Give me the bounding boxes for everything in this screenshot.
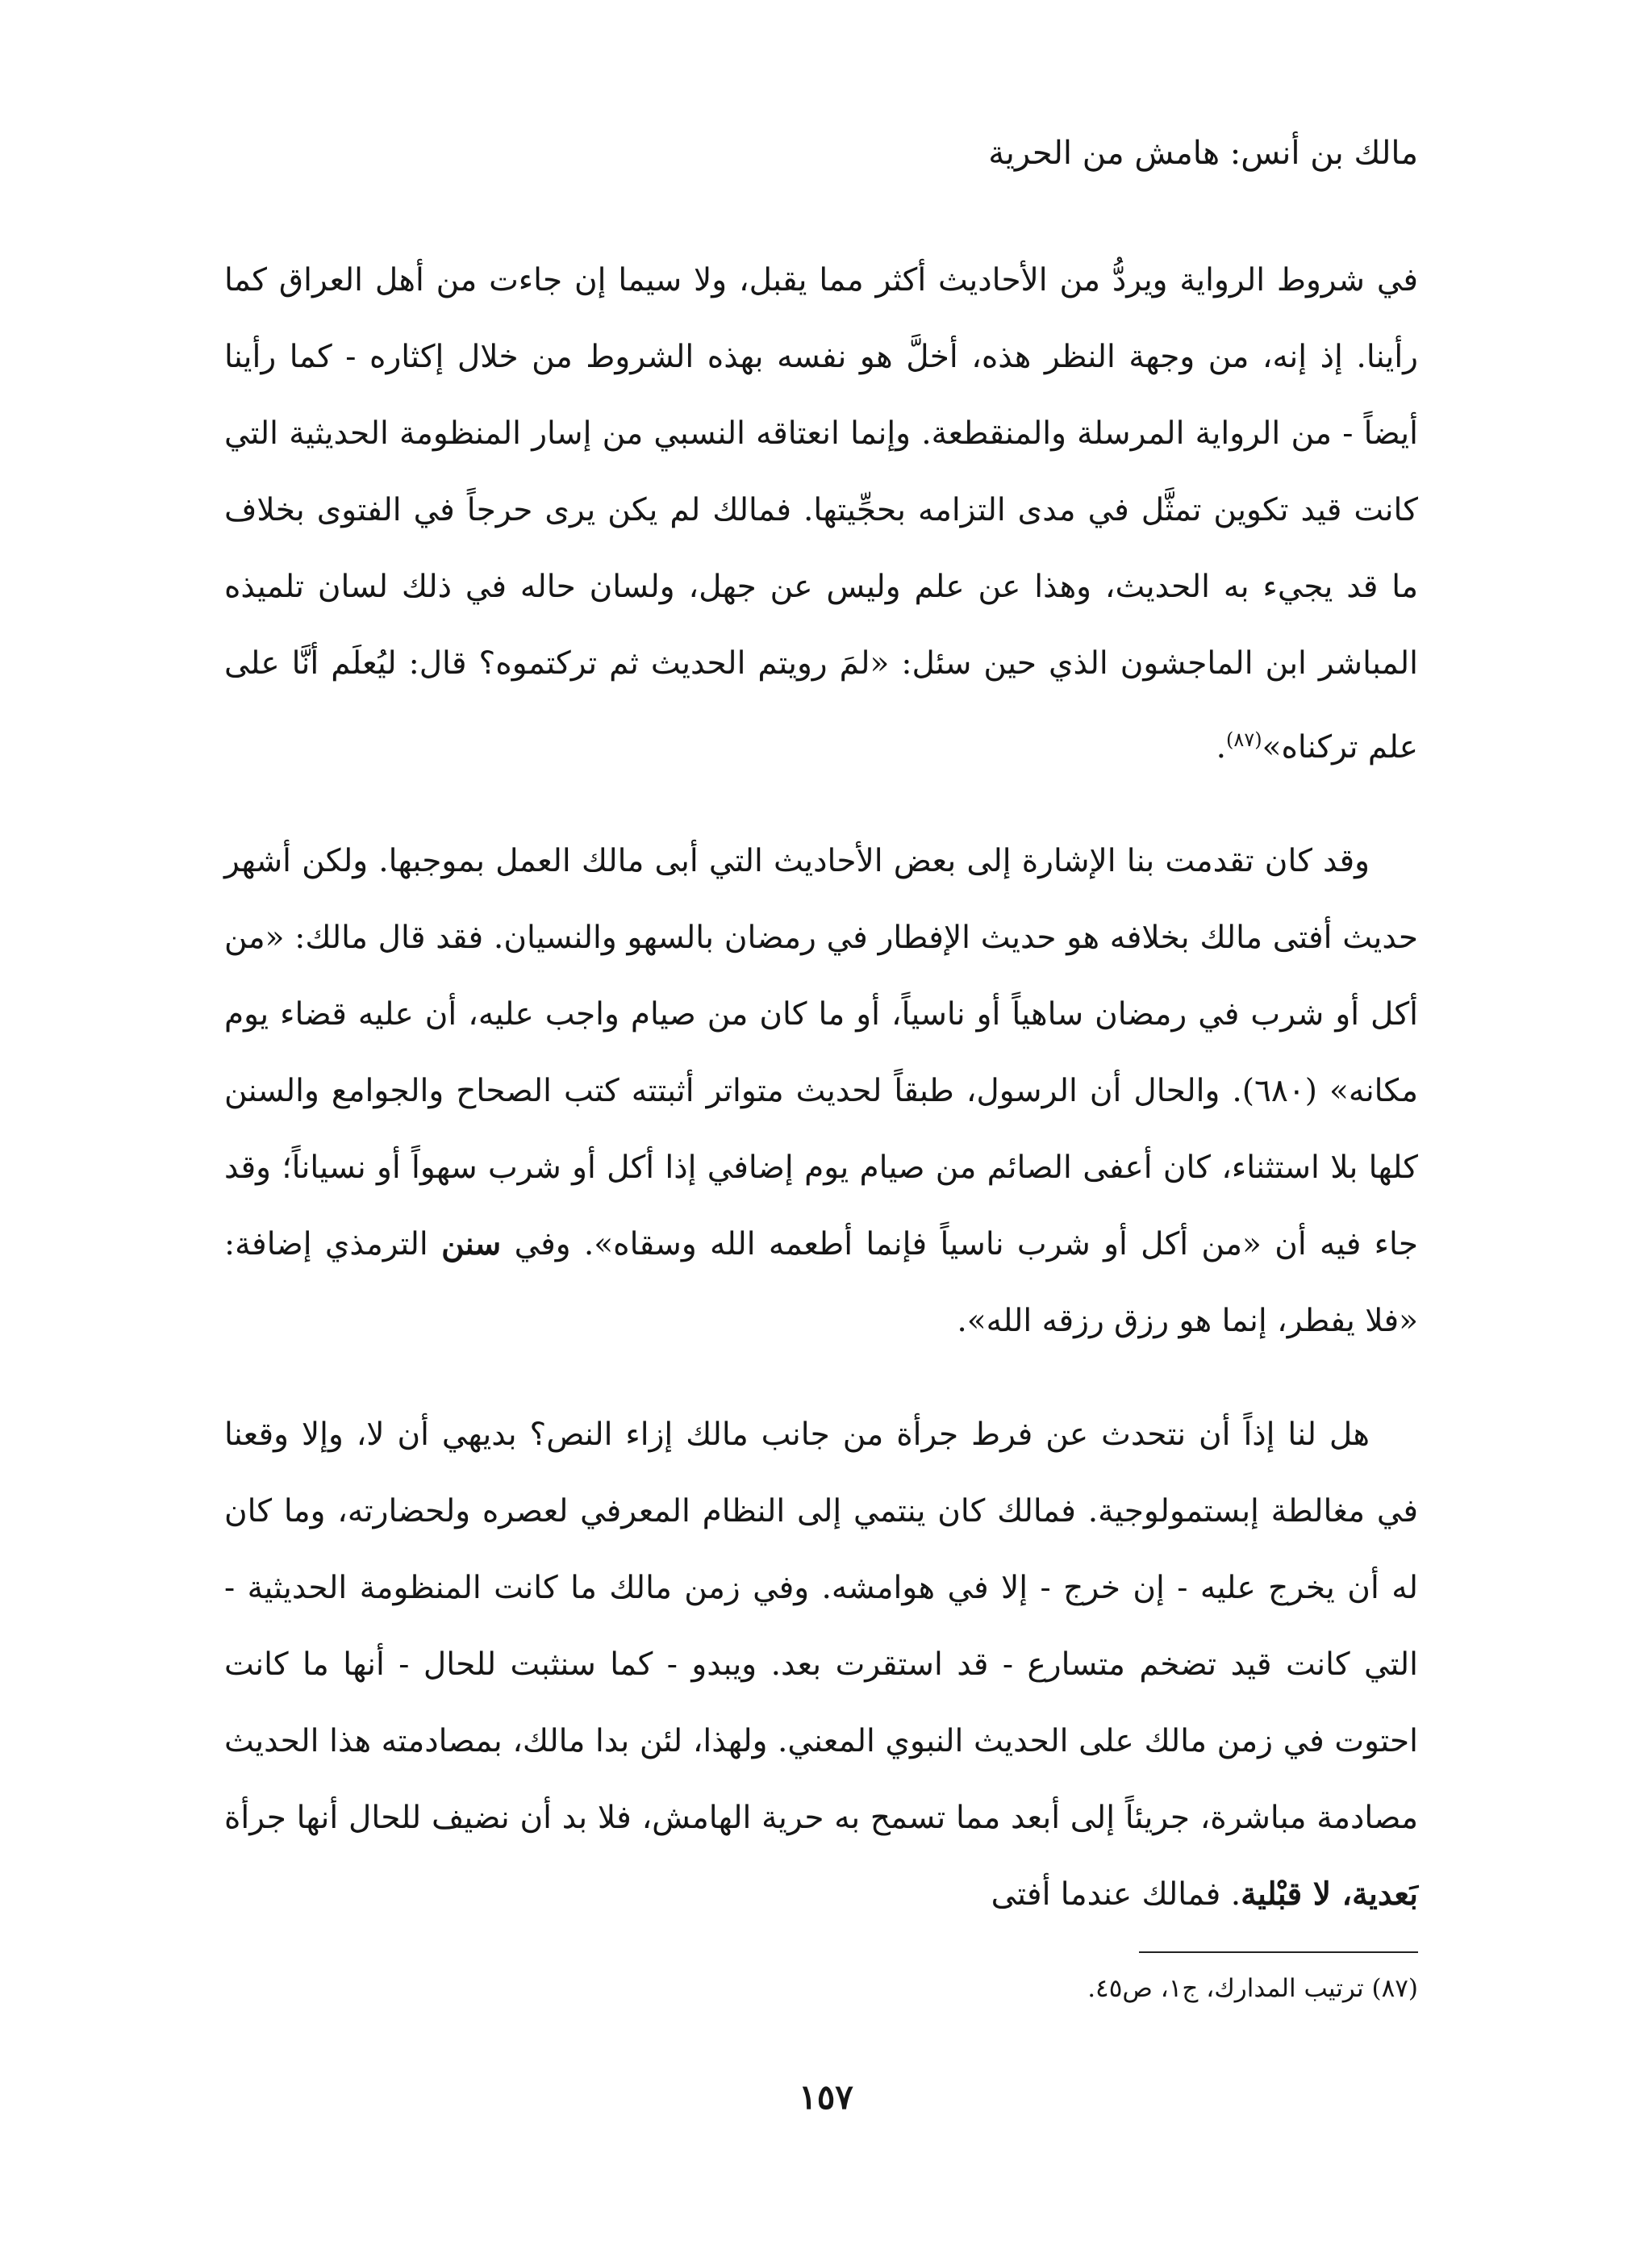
footnote-reference: (٨٧) bbox=[1226, 728, 1262, 751]
paragraph-2-text: وقد كان تقدمت بنا الإشارة إلى بعض الأحاديث التي أبى مالك العمل بموجبها. ولكن أشهر حديث أفتى مالك بخلافه هو حديث الإفطار في رمضان بالسهو والنسيان. فقد قال مالك: «من أكل أو شرب في رمضان ساهياً أو ناسياً، أو ما كان من صيام واجب عليه، أن عليه قضاء يوم مكانه» (٦٨٠). والحال أن الرسول، طبقاً لحديث متواتر أثبتته كتب الصحاح والجوامع والسنن كلها بلا استثناء، كان أعفى الصائم من صيام يوم إضافي إذا أكل أو شرب سهواً أو نسياناً؛ وقد جاء فيه أن «من أكل أو شرب ناسياً فإنما أطعمه الله وسقاه». وفي bbox=[224, 843, 1418, 1262]
body-text bbox=[224, 242, 1418, 1970]
paragraph-3 bbox=[224, 1396, 1418, 1933]
paragraph-2-end: الترمذي إضافة: «فلا يفطر، إنما هو رزق رزقه الله». bbox=[224, 1226, 1418, 1339]
paragraph-1-text: في شروط الرواية ويردُّ من الأحاديث أكثر مما يقبل، ولا سيما إن جاءت من أهل العراق كما رأينا. إذ إنه، من وجهة النظر هذه، أخلَّ هو نفسه بهذه الشروط من خلال إكثاره - كما رأينا أيضاً - من الرواية المرسلة والمنقطعة. وإنما انعتاقه النسبي من إسار المنظومة الحديثية التي كانت قيد تكوين تمثَّل في مدى التزامه بحجِّيتها. فمالك لم يكن يرى حرجاً في الفتوى بخلاف ما قد يجيء به الحديث، وهذا عن علم وليس عن جهل، ولسان حاله في ذلك لسان تلميذه المباشر ابن الماجشون الذي حين سئل: «لمَ رويتم الحديث ثم تركتموه؟ قال: ليُعلَم أنَّا على علم تركناه» bbox=[224, 262, 1418, 766]
footnote: (٨٧) ترتيب المدارك، ج١، ص٤٥. bbox=[1087, 1974, 1418, 2003]
emphasized-phrase: بَعدية، لا قبْلية bbox=[1241, 1876, 1418, 1913]
paragraph-3-text: هل لنا إذاً أن نتحدث عن فرط جرأة من جانب مالك إزاء النص؟ بديهي أن لا، وإلا وقعنا في مغالطة إبستمولوجية. فمالك كان ينتمي إلى النظام المعرفي لعصره ولحضارته، وما كان له أن يخرج عليه - إن خرج - إلا في هوامشه. وفي زمن مالك ما كانت المنظومة الحديثية - التي كانت قيد تضخم متسارع - قد استقرت بعد. ويبدو - كما سنثبت للحال - أنها ما كانت احتوت في زمن مالك على الحديث النبوي المعني. ولهذا، لئن بدا مالك، بمصادمته هذا الحديث مصادمة مباشرة، جريئاً إلى أبعد مما تسمح به حرية الهامش، فلا بد أن نضيف للحال أنها جرأة bbox=[224, 1417, 1418, 1836]
paragraph-1-end: . bbox=[1216, 729, 1227, 766]
paragraph-1 bbox=[224, 242, 1418, 786]
book-title-sunan: سنن bbox=[441, 1225, 502, 1262]
paragraph-2 bbox=[224, 823, 1418, 1359]
running-title: مالك بن أنس: هامش من الحرية bbox=[988, 135, 1418, 172]
footnote-divider bbox=[1139, 1951, 1418, 1953]
page-number: ١٥٧ bbox=[799, 2077, 853, 2117]
paragraph-3-end: . فمالك عندما أفتى bbox=[991, 1876, 1241, 1913]
